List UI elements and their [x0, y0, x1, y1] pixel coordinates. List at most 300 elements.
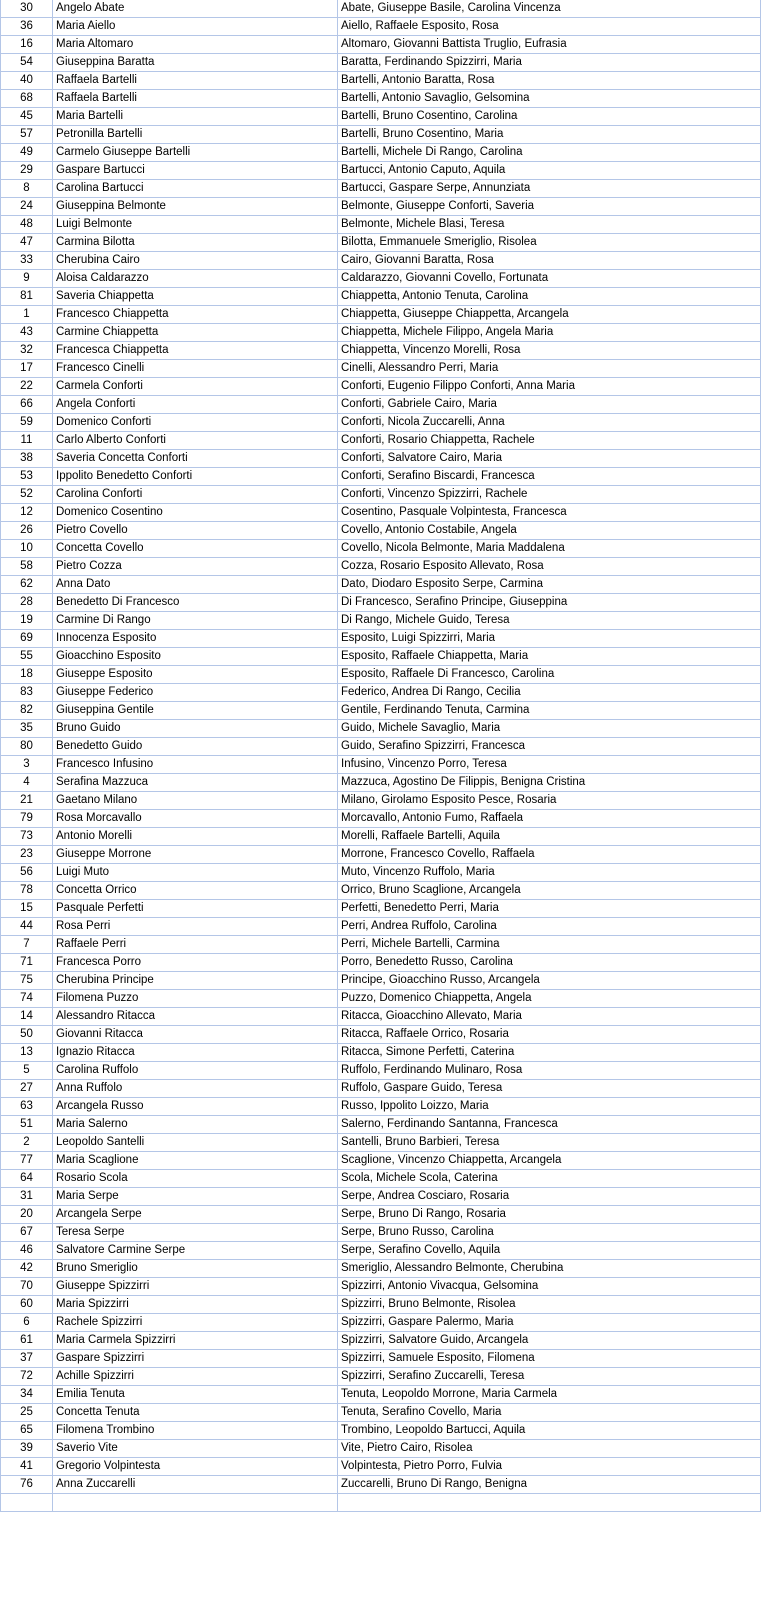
parents-cell[interactable]: Conforti, Salvatore Cairo, Maria — [338, 450, 761, 468]
person-name-cell[interactable]: Bruno Smeriglio — [53, 1260, 338, 1278]
table-row — [1, 972, 761, 990]
parents-cell[interactable]: Spizzirri, Bruno Belmonte, Risolea — [338, 1296, 761, 1314]
parents-cell[interactable]: Belmonte, Michele Blasi, Teresa — [338, 216, 761, 234]
person-name-cell[interactable]: Maria Carmela Spizzirri — [53, 1332, 338, 1350]
person-name-cell[interactable]: Saveria Chiappetta — [53, 288, 338, 306]
parents-cell[interactable]: Serpe, Bruno Russo, Carolina — [338, 1224, 761, 1242]
parents-cell[interactable]: Abate, Giuseppe Basile, Carolina Vincenza — [338, 0, 761, 18]
row-number-cell[interactable]: 74 — [1, 990, 53, 1008]
person-name-cell[interactable]: Gaspare Bartucci — [53, 162, 338, 180]
table-row — [1, 342, 761, 360]
person-name-cell[interactable]: Carlo Alberto Conforti — [53, 432, 338, 450]
row-number-cell[interactable]: 60 — [1, 1296, 53, 1314]
person-name-cell[interactable]: Salvatore Carmine Serpe — [53, 1242, 338, 1260]
table-row — [1, 1044, 761, 1062]
parents-cell[interactable]: Bartelli, Michele Di Rango, Carolina — [338, 144, 761, 162]
parents-cell[interactable]: Ritacca, Simone Perfetti, Caterina — [338, 1044, 761, 1062]
person-name-cell[interactable]: Maria Bartelli — [53, 108, 338, 126]
person-name-cell[interactable]: Giuseppina Baratta — [53, 54, 338, 72]
parents-cell[interactable]: Serpe, Andrea Cosciaro, Rosaria — [338, 1188, 761, 1206]
person-name-cell[interactable]: Carmelo Giuseppe Bartelli — [53, 144, 338, 162]
parents-cell[interactable]: Volpintesta, Pietro Porro, Fulvia — [338, 1458, 761, 1476]
parents-cell[interactable]: Principe, Gioacchino Russo, Arcangela — [338, 972, 761, 990]
row-number-cell[interactable]: 14 — [1, 1008, 53, 1026]
row-number-cell[interactable]: 79 — [1, 810, 53, 828]
person-name-cell[interactable]: Francesco Chiappetta — [53, 306, 338, 324]
person-name-cell[interactable]: Carmine Di Rango — [53, 612, 338, 630]
parents-cell[interactable]: Cairo, Giovanni Baratta, Rosa — [338, 252, 761, 270]
person-name-cell[interactable]: Maria Serpe — [53, 1188, 338, 1206]
parents-cell[interactable]: Spizzirri, Samuele Esposito, Filomena — [338, 1350, 761, 1368]
person-name-cell[interactable]: Gregorio Volpintesta — [53, 1458, 338, 1476]
parents-cell[interactable]: Bartelli, Antonio Savaglio, Gelsomina — [338, 90, 761, 108]
row-number-cell[interactable]: 44 — [1, 918, 53, 936]
row-number-cell[interactable]: 68 — [1, 90, 53, 108]
person-name-cell[interactable]: Innocenza Esposito — [53, 630, 338, 648]
row-number-cell[interactable]: 59 — [1, 414, 53, 432]
person-name-cell[interactable]: Bruno Guido — [53, 720, 338, 738]
person-name-cell[interactable]: Carmela Conforti — [53, 378, 338, 396]
row-number-cell[interactable]: 65 — [1, 1422, 53, 1440]
row-number-cell[interactable]: 24 — [1, 198, 53, 216]
table-row — [1, 1170, 761, 1188]
parents-cell[interactable]: Morelli, Raffaele Bartelli, Aquila — [338, 828, 761, 846]
person-name-cell[interactable]: Rachele Spizzirri — [53, 1314, 338, 1332]
row-number-cell[interactable]: 49 — [1, 144, 53, 162]
table-row — [1, 396, 761, 414]
person-name-cell[interactable]: Domenico Conforti — [53, 414, 338, 432]
table-row — [1, 666, 761, 684]
parents-cell[interactable]: Conforti, Rosario Chiappetta, Rachele — [338, 432, 761, 450]
person-name-cell[interactable]: Carolina Ruffolo — [53, 1062, 338, 1080]
row-number-cell[interactable]: 17 — [1, 360, 53, 378]
table-row — [1, 1386, 761, 1404]
row-number-cell[interactable]: 30 — [1, 0, 53, 18]
person-name-cell[interactable]: Saveria Concetta Conforti — [53, 450, 338, 468]
person-name-cell[interactable]: Cherubina Principe — [53, 972, 338, 990]
table-row — [1, 72, 761, 90]
person-name-cell[interactable]: Saverio Vite — [53, 1440, 338, 1458]
parents-cell[interactable]: Bartelli, Bruno Cosentino, Maria — [338, 126, 761, 144]
row-number-cell[interactable]: 22 — [1, 378, 53, 396]
parents-cell[interactable]: Esposito, Raffaele Chiappetta, Maria — [338, 648, 761, 666]
table-row — [1, 1152, 761, 1170]
row-number-cell[interactable]: 7 — [1, 936, 53, 954]
parents-cell[interactable]: Covello, Nicola Belmonte, Maria Maddalena — [338, 540, 761, 558]
parents-cell[interactable]: Conforti, Vincenzo Spizzirri, Rachele — [338, 486, 761, 504]
parents-cell[interactable]: Muto, Vincenzo Ruffolo, Maria — [338, 864, 761, 882]
table-row — [1, 126, 761, 144]
parents-cell[interactable]: Serpe, Serafino Covello, Aquila — [338, 1242, 761, 1260]
row-number-cell[interactable]: 80 — [1, 738, 53, 756]
person-name-cell[interactable]: Raffaela Bartelli — [53, 90, 338, 108]
row-number-cell[interactable]: 77 — [1, 1152, 53, 1170]
parents-cell[interactable]: Chiappetta, Antonio Tenuta, Carolina — [338, 288, 761, 306]
person-name-cell[interactable]: Luigi Muto — [53, 864, 338, 882]
parents-cell[interactable]: Mazzuca, Agostino De Filippis, Benigna Cristina — [338, 774, 761, 792]
person-name-cell[interactable]: Alessandro Ritacca — [53, 1008, 338, 1026]
table-row — [1, 216, 761, 234]
row-number-cell[interactable]: 38 — [1, 450, 53, 468]
parents-cell[interactable]: Esposito, Luigi Spizzirri, Maria — [338, 630, 761, 648]
row-number-cell[interactable]: 20 — [1, 1206, 53, 1224]
table-row — [1, 162, 761, 180]
person-name-cell[interactable]: Francesca Porro — [53, 954, 338, 972]
row-number-cell[interactable]: 51 — [1, 1116, 53, 1134]
row-number-cell[interactable]: 63 — [1, 1098, 53, 1116]
row-number-cell[interactable]: 53 — [1, 468, 53, 486]
table-row — [1, 234, 761, 252]
parents-cell[interactable]: Conforti, Nicola Zuccarelli, Anna — [338, 414, 761, 432]
parents-cell[interactable]: Perri, Andrea Ruffolo, Carolina — [338, 918, 761, 936]
table-row — [1, 1134, 761, 1152]
row-number-cell[interactable]: 13 — [1, 1044, 53, 1062]
parents-cell[interactable]: Caldarazzo, Giovanni Covello, Fortunata — [338, 270, 761, 288]
person-name-cell[interactable]: Maria Scaglione — [53, 1152, 338, 1170]
parents-cell[interactable]: Morrone, Francesco Covello, Raffaela — [338, 846, 761, 864]
person-name-cell[interactable]: Giuseppe Spizzirri — [53, 1278, 338, 1296]
parents-cell[interactable]: Perfetti, Benedetto Perri, Maria — [338, 900, 761, 918]
table-row — [1, 576, 761, 594]
person-name-cell[interactable]: Filomena Trombino — [53, 1422, 338, 1440]
parents-cell[interactable]: Gentile, Ferdinando Tenuta, Carmina — [338, 702, 761, 720]
parents-cell[interactable]: Bartucci, Antonio Caputo, Aquila — [338, 162, 761, 180]
person-name-cell[interactable]: Maria Salerno — [53, 1116, 338, 1134]
row-number-cell[interactable]: 61 — [1, 1332, 53, 1350]
person-name-cell[interactable] — [53, 1494, 338, 1512]
table-row — [1, 288, 761, 306]
row-number-cell[interactable]: 69 — [1, 630, 53, 648]
row-number-cell[interactable]: 71 — [1, 954, 53, 972]
parents-cell[interactable]: Infusino, Vincenzo Porro, Teresa — [338, 756, 761, 774]
row-number-cell[interactable]: 58 — [1, 558, 53, 576]
row-number-cell[interactable]: 64 — [1, 1170, 53, 1188]
person-name-cell[interactable]: Achille Spizzirri — [53, 1368, 338, 1386]
person-name-cell[interactable]: Benedetto Guido — [53, 738, 338, 756]
person-name-cell[interactable]: Francesco Cinelli — [53, 360, 338, 378]
table-row — [1, 594, 761, 612]
row-number-cell[interactable]: 52 — [1, 486, 53, 504]
parents-cell[interactable]: Perri, Michele Bartelli, Carmina — [338, 936, 761, 954]
row-number-cell[interactable]: 34 — [1, 1386, 53, 1404]
table-row — [1, 522, 761, 540]
row-number-cell[interactable]: 39 — [1, 1440, 53, 1458]
person-name-cell[interactable]: Maria Spizzirri — [53, 1296, 338, 1314]
person-name-cell[interactable]: Giuseppe Morrone — [53, 846, 338, 864]
table-row — [1, 1404, 761, 1422]
row-number-cell[interactable]: 21 — [1, 792, 53, 810]
person-name-cell[interactable]: Leopoldo Santelli — [53, 1134, 338, 1152]
table-row — [1, 378, 761, 396]
row-number-cell[interactable]: 43 — [1, 324, 53, 342]
row-number-cell[interactable]: 78 — [1, 882, 53, 900]
person-name-cell[interactable]: Arcangela Serpe — [53, 1206, 338, 1224]
parents-cell[interactable]: Ruffolo, Ferdinando Mulinaro, Rosa — [338, 1062, 761, 1080]
row-number-cell[interactable]: 32 — [1, 342, 53, 360]
row-number-cell[interactable]: 54 — [1, 54, 53, 72]
person-name-cell[interactable]: Raffaela Bartelli — [53, 72, 338, 90]
parents-cell[interactable]: Cinelli, Alessandro Perri, Maria — [338, 360, 761, 378]
person-name-cell[interactable]: Filomena Puzzo — [53, 990, 338, 1008]
person-name-cell[interactable]: Francesco Infusino — [53, 756, 338, 774]
parents-cell[interactable]: Bartelli, Bruno Cosentino, Carolina — [338, 108, 761, 126]
row-number-cell[interactable]: 56 — [1, 864, 53, 882]
row-number-cell[interactable]: 76 — [1, 1476, 53, 1494]
table-row — [1, 1080, 761, 1098]
row-number-cell[interactable]: 57 — [1, 126, 53, 144]
row-number-cell[interactable]: 16 — [1, 36, 53, 54]
parents-cell[interactable]: Chiappetta, Michele Filippo, Angela Maria — [338, 324, 761, 342]
parents-cell[interactable]: Trombino, Leopoldo Bartucci, Aquila — [338, 1422, 761, 1440]
row-number-cell[interactable]: 19 — [1, 612, 53, 630]
parents-cell[interactable]: Federico, Andrea Di Rango, Cecilia — [338, 684, 761, 702]
row-number-cell[interactable]: 31 — [1, 1188, 53, 1206]
person-name-cell[interactable]: Maria Aiello — [53, 18, 338, 36]
person-name-cell[interactable]: Giuseppe Esposito — [53, 666, 338, 684]
table-row — [1, 810, 761, 828]
parents-cell[interactable]: Morcavallo, Antonio Fumo, Raffaela — [338, 810, 761, 828]
row-number-cell[interactable]: 26 — [1, 522, 53, 540]
person-name-cell[interactable]: Giuseppina Belmonte — [53, 198, 338, 216]
person-name-cell[interactable]: Rosario Scola — [53, 1170, 338, 1188]
row-number-cell[interactable]: 67 — [1, 1224, 53, 1242]
table-row — [1, 450, 761, 468]
parents-cell[interactable]: Cozza, Rosario Esposito Allevato, Rosa — [338, 558, 761, 576]
row-number-cell[interactable]: 41 — [1, 1458, 53, 1476]
table-row — [1, 1278, 761, 1296]
table-row — [1, 432, 761, 450]
row-number-cell[interactable]: 33 — [1, 252, 53, 270]
row-number-cell[interactable]: 18 — [1, 666, 53, 684]
parents-cell[interactable]: Cosentino, Pasquale Volpintesta, Francesca — [338, 504, 761, 522]
table-row — [1, 1008, 761, 1026]
parents-cell[interactable]: Spizzirri, Antonio Vivacqua, Gelsomina — [338, 1278, 761, 1296]
person-name-cell[interactable]: Teresa Serpe — [53, 1224, 338, 1242]
row-number-cell[interactable]: 6 — [1, 1314, 53, 1332]
row-number-cell[interactable]: 25 — [1, 1404, 53, 1422]
parents-cell[interactable]: Bartucci, Gaspare Serpe, Annunziata — [338, 180, 761, 198]
person-name-cell[interactable]: Anna Dato — [53, 576, 338, 594]
parents-cell[interactable] — [338, 1494, 761, 1512]
parents-cell[interactable]: Scola, Michele Scola, Caterina — [338, 1170, 761, 1188]
person-name-cell[interactable]: Pietro Covello — [53, 522, 338, 540]
parents-cell[interactable]: Milano, Girolamo Esposito Pesce, Rosaria — [338, 792, 761, 810]
row-number-cell[interactable]: 9 — [1, 270, 53, 288]
row-number-cell[interactable]: 8 — [1, 180, 53, 198]
person-name-cell[interactable]: Emilia Tenuta — [53, 1386, 338, 1404]
table-row — [1, 1224, 761, 1242]
table-row — [1, 1026, 761, 1044]
table-row — [1, 558, 761, 576]
person-name-cell[interactable]: Carmine Chiappetta — [53, 324, 338, 342]
person-name-cell[interactable]: Anna Zuccarelli — [53, 1476, 338, 1494]
table-row — [1, 648, 761, 666]
person-name-cell[interactable]: Carmina Bilotta — [53, 234, 338, 252]
table-row — [1, 1260, 761, 1278]
row-number-cell[interactable]: 1 — [1, 306, 53, 324]
row-number-cell[interactable]: 36 — [1, 18, 53, 36]
parents-cell[interactable]: Chiappetta, Giuseppe Chiappetta, Arcangela — [338, 306, 761, 324]
person-name-cell[interactable]: Petronilla Bartelli — [53, 126, 338, 144]
parents-cell[interactable]: Conforti, Gabriele Cairo, Maria — [338, 396, 761, 414]
table-row — [1, 198, 761, 216]
person-name-cell[interactable]: Gioacchino Esposito — [53, 648, 338, 666]
parents-cell[interactable]: Conforti, Eugenio Filippo Conforti, Anna Maria — [338, 378, 761, 396]
table-row — [1, 144, 761, 162]
table-row — [1, 36, 761, 54]
table-row — [1, 882, 761, 900]
parents-cell[interactable]: Ritacca, Gioacchino Allevato, Maria — [338, 1008, 761, 1026]
row-number-cell[interactable]: 82 — [1, 702, 53, 720]
parents-cell[interactable]: Esposito, Raffaele Di Francesco, Carolina — [338, 666, 761, 684]
row-number-cell[interactable]: 55 — [1, 648, 53, 666]
person-name-cell[interactable]: Giuseppe Federico — [53, 684, 338, 702]
person-name-cell[interactable]: Cherubina Cairo — [53, 252, 338, 270]
person-name-cell[interactable]: Pasquale Perfetti — [53, 900, 338, 918]
person-name-cell[interactable]: Rosa Morcavallo — [53, 810, 338, 828]
parents-cell[interactable]: Orrico, Bruno Scaglione, Arcangela — [338, 882, 761, 900]
parents-cell[interactable]: Chiappetta, Vincenzo Morelli, Rosa — [338, 342, 761, 360]
table-row — [1, 180, 761, 198]
table-row — [1, 1476, 761, 1494]
person-name-cell[interactable]: Maria Altomaro — [53, 36, 338, 54]
person-name-cell[interactable]: Concetta Orrico — [53, 882, 338, 900]
row-number-cell[interactable]: 15 — [1, 900, 53, 918]
table-body — [1, 0, 761, 1512]
row-number-cell[interactable]: 28 — [1, 594, 53, 612]
table-row — [1, 954, 761, 972]
parents-cell[interactable]: Vite, Pietro Cairo, Risolea — [338, 1440, 761, 1458]
person-name-cell[interactable]: Serafina Mazzuca — [53, 774, 338, 792]
row-number-cell[interactable]: 2 — [1, 1134, 53, 1152]
row-number-cell[interactable]: 23 — [1, 846, 53, 864]
table-row — [1, 504, 761, 522]
parents-cell[interactable]: Spizzirri, Serafino Zuccarelli, Teresa — [338, 1368, 761, 1386]
row-number-cell[interactable]: 47 — [1, 234, 53, 252]
row-number-cell[interactable]: 81 — [1, 288, 53, 306]
parents-cell[interactable]: Spizzirri, Salvatore Guido, Arcangela — [338, 1332, 761, 1350]
parents-cell[interactable]: Covello, Antonio Costabile, Angela — [338, 522, 761, 540]
parents-cell[interactable]: Tenuta, Leopoldo Morrone, Maria Carmela — [338, 1386, 761, 1404]
parents-cell[interactable]: Bilotta, Emmanuele Smeriglio, Risolea — [338, 234, 761, 252]
row-number-cell[interactable]: 29 — [1, 162, 53, 180]
parents-cell[interactable]: Russo, Ippolito Loizzo, Maria — [338, 1098, 761, 1116]
row-number-cell[interactable]: 4 — [1, 774, 53, 792]
row-number-cell[interactable]: 40 — [1, 72, 53, 90]
row-number-cell[interactable]: 70 — [1, 1278, 53, 1296]
table-row — [1, 1188, 761, 1206]
row-number-cell[interactable]: 66 — [1, 396, 53, 414]
parents-cell[interactable]: Guido, Serafino Spizzirri, Francesca — [338, 738, 761, 756]
person-name-cell[interactable]: Giovanni Ritacca — [53, 1026, 338, 1044]
parents-cell[interactable]: Serpe, Bruno Di Rango, Rosaria — [338, 1206, 761, 1224]
row-number-cell[interactable]: 3 — [1, 756, 53, 774]
row-number-cell[interactable]: 5 — [1, 1062, 53, 1080]
parents-cell[interactable]: Santelli, Bruno Barbieri, Teresa — [338, 1134, 761, 1152]
person-name-cell[interactable]: Raffaele Perri — [53, 936, 338, 954]
row-number-cell[interactable]: 48 — [1, 216, 53, 234]
person-name-cell[interactable]: Angela Conforti — [53, 396, 338, 414]
parents-cell[interactable]: Ruffolo, Gaspare Guido, Teresa — [338, 1080, 761, 1098]
parents-cell[interactable]: Smeriglio, Alessandro Belmonte, Cherubina — [338, 1260, 761, 1278]
person-name-cell[interactable]: Gaetano Milano — [53, 792, 338, 810]
parents-cell[interactable]: Tenuta, Serafino Covello, Maria — [338, 1404, 761, 1422]
person-name-cell[interactable]: Benedetto Di Francesco — [53, 594, 338, 612]
parents-cell[interactable]: Spizzirri, Gaspare Palermo, Maria — [338, 1314, 761, 1332]
parents-cell[interactable]: Conforti, Serafino Biscardi, Francesca — [338, 468, 761, 486]
person-name-cell[interactable]: Antonio Morelli — [53, 828, 338, 846]
parents-cell[interactable]: Porro, Benedetto Russo, Carolina — [338, 954, 761, 972]
table-row — [1, 18, 761, 36]
person-name-cell[interactable]: Ippolito Benedetto Conforti — [53, 468, 338, 486]
table-row — [1, 414, 761, 432]
parents-cell[interactable]: Zuccarelli, Bruno Di Rango, Benigna — [338, 1476, 761, 1494]
parents-cell[interactable]: Dato, Diodaro Esposito Serpe, Carmina — [338, 576, 761, 594]
row-number-cell[interactable]: 72 — [1, 1368, 53, 1386]
row-number-cell[interactable]: 73 — [1, 828, 53, 846]
row-number-cell[interactable]: 75 — [1, 972, 53, 990]
person-name-cell[interactable]: Concetta Tenuta — [53, 1404, 338, 1422]
person-name-cell[interactable]: Luigi Belmonte — [53, 216, 338, 234]
row-number-cell[interactable]: 11 — [1, 432, 53, 450]
person-name-cell[interactable]: Giuseppina Gentile — [53, 702, 338, 720]
person-name-cell[interactable]: Rosa Perri — [53, 918, 338, 936]
parents-cell[interactable]: Scaglione, Vincenzo Chiappetta, Arcangela — [338, 1152, 761, 1170]
person-name-cell[interactable]: Angelo Abate — [53, 0, 338, 18]
person-name-cell[interactable]: Pietro Cozza — [53, 558, 338, 576]
person-name-cell[interactable]: Gaspare Spizzirri — [53, 1350, 338, 1368]
person-name-cell[interactable]: Carolina Bartucci — [53, 180, 338, 198]
row-number-cell[interactable]: 50 — [1, 1026, 53, 1044]
parents-cell[interactable]: Guido, Michele Savaglio, Maria — [338, 720, 761, 738]
row-number-cell[interactable]: 42 — [1, 1260, 53, 1278]
person-name-cell[interactable]: Carolina Conforti — [53, 486, 338, 504]
parents-cell[interactable]: Altomaro, Giovanni Battista Truglio, Eufrasia — [338, 36, 761, 54]
person-name-cell[interactable]: Concetta Covello — [53, 540, 338, 558]
row-number-cell[interactable]: 12 — [1, 504, 53, 522]
table-row — [1, 324, 761, 342]
person-name-cell[interactable]: Anna Ruffolo — [53, 1080, 338, 1098]
parents-cell[interactable]: Bartelli, Antonio Baratta, Rosa — [338, 72, 761, 90]
person-name-cell[interactable]: Domenico Cosentino — [53, 504, 338, 522]
row-number-cell[interactable]: 83 — [1, 684, 53, 702]
person-name-cell[interactable]: Aloisa Caldarazzo — [53, 270, 338, 288]
row-number-cell[interactable] — [1, 1494, 53, 1512]
parents-cell[interactable]: Di Rango, Michele Guido, Teresa — [338, 612, 761, 630]
parents-cell[interactable]: Baratta, Ferdinando Spizzirri, Maria — [338, 54, 761, 72]
table-row — [1, 1098, 761, 1116]
person-name-cell[interactable]: Francesca Chiappetta — [53, 342, 338, 360]
row-number-cell[interactable]: 62 — [1, 576, 53, 594]
parents-cell[interactable]: Ritacca, Raffaele Orrico, Rosaria — [338, 1026, 761, 1044]
table-row — [1, 1368, 761, 1386]
table-row — [1, 702, 761, 720]
parents-cell[interactable]: Salerno, Ferdinando Santanna, Francesca — [338, 1116, 761, 1134]
row-number-cell[interactable]: 45 — [1, 108, 53, 126]
person-name-cell[interactable]: Ignazio Ritacca — [53, 1044, 338, 1062]
parents-cell[interactable]: Aiello, Raffaele Esposito, Rosa — [338, 18, 761, 36]
parents-cell[interactable]: Di Francesco, Serafino Principe, Giuseppina — [338, 594, 761, 612]
table-row — [1, 1494, 761, 1512]
parents-cell[interactable]: Puzzo, Domenico Chiappetta, Angela — [338, 990, 761, 1008]
row-number-cell[interactable]: 35 — [1, 720, 53, 738]
row-number-cell[interactable]: 27 — [1, 1080, 53, 1098]
row-number-cell[interactable]: 46 — [1, 1242, 53, 1260]
row-number-cell[interactable]: 10 — [1, 540, 53, 558]
row-number-cell[interactable]: 37 — [1, 1350, 53, 1368]
parents-cell[interactable]: Belmonte, Giuseppe Conforti, Saveria — [338, 198, 761, 216]
person-name-cell[interactable]: Arcangela Russo — [53, 1098, 338, 1116]
